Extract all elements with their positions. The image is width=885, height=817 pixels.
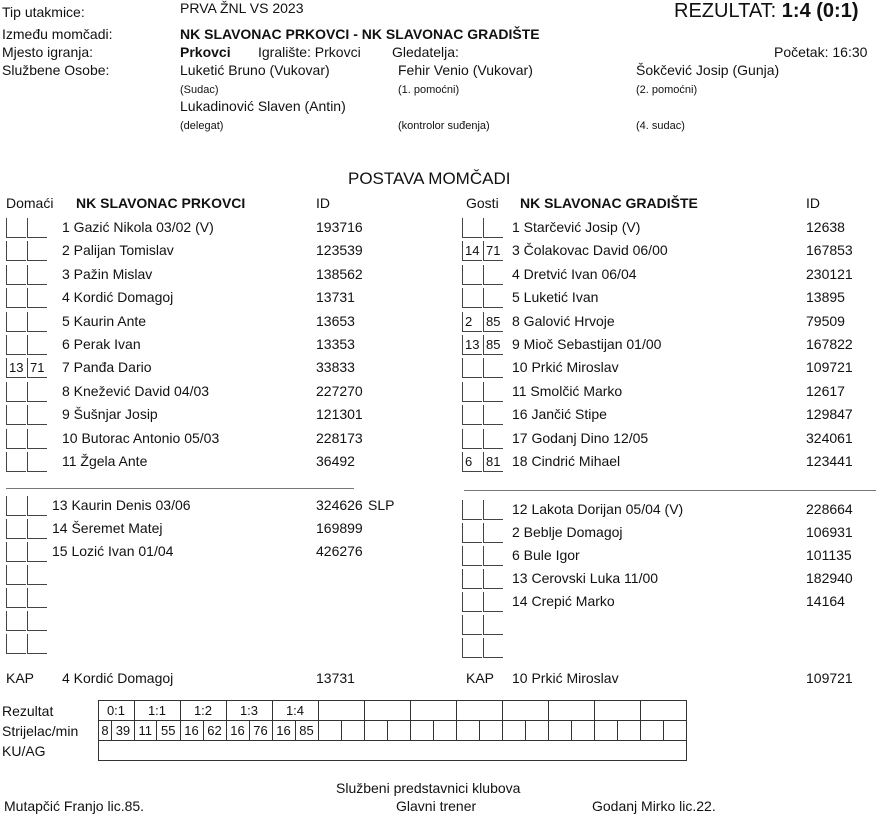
player-id: 123441 (806, 453, 853, 469)
place-value: Prkovci (180, 44, 231, 60)
sub-minute-box (27, 382, 47, 402)
sub-in-box (6, 429, 26, 449)
player-name: 7 Panđa Dario (62, 359, 152, 376)
scorer-number: 16 (226, 721, 249, 741)
away-captain-id: 109721 (806, 670, 853, 686)
player-id: 13353 (316, 336, 355, 352)
divider (464, 490, 876, 491)
sub-minute-box (483, 288, 503, 308)
sub-in-box (6, 611, 26, 631)
away-side-label: Gosti (466, 195, 499, 211)
official-role: (4. sudac) (636, 120, 685, 132)
player-id: 33833 (316, 359, 355, 376)
place-label: Mjesto igranja: (2, 44, 94, 60)
player-name: 11 Smolčić Marko (512, 382, 623, 399)
sub-minute-box: 85 (483, 312, 503, 332)
player-name: 18 Cindrić Mihael (512, 453, 621, 469)
score-row (0, 701, 686, 721)
player-name: 1 Starčević Josip (V) (512, 219, 641, 235)
sub-minute-box (483, 569, 503, 589)
results-table (0, 700, 687, 761)
sub-in-box (462, 429, 482, 449)
home-kap-label: KAP (6, 670, 35, 686)
sub-minute-box (27, 588, 47, 608)
sub-minute-box (483, 546, 503, 566)
scorer-minute: 85 (295, 721, 318, 741)
sub-minute-box (483, 405, 503, 425)
player-id: 109721 (806, 359, 853, 376)
sub-in-box (462, 382, 482, 402)
sub-minute-box (483, 382, 503, 402)
score-row-label: Rezultat (2, 702, 54, 719)
sub-in-box (6, 241, 26, 261)
ku-ag-label: KU/AG (2, 742, 46, 759)
player-id: 167822 (806, 336, 853, 352)
player-name: 4 Kordić Domagoj (62, 289, 174, 306)
player-name: 5 Luketić Ivan (512, 289, 599, 306)
sub-in-box (6, 218, 26, 238)
sub-in-box (6, 542, 26, 562)
coach-label: Glavni trener (396, 798, 477, 814)
player-id: 230121 (806, 265, 853, 282)
sub-in-box (462, 500, 482, 520)
sub-in-box (6, 265, 26, 285)
sub-in-box (6, 312, 26, 332)
sub-minute-box (27, 218, 47, 238)
official-role: (delegat) (180, 120, 224, 132)
sub-in-box (462, 358, 482, 378)
result-label: REZULTAT: (674, 0, 777, 22)
player-name: 11 Žgela Ante (62, 453, 148, 469)
sub-minute-box (483, 358, 503, 378)
official-name: Lukadinović Slaven (Antin) (180, 98, 346, 114)
sub-minute-box (27, 312, 47, 332)
player-name: 1 Gazić Nikola 03/02 (V) (62, 219, 214, 235)
score-cell: 1:3 (226, 701, 272, 721)
score-cell: 0:1 (98, 701, 134, 721)
match-type-label: Tip utakmice: (2, 4, 85, 20)
sub-player-name: 15 Lozić Ivan 01/04 (52, 543, 174, 559)
sub-minute-box: 71 (483, 241, 503, 261)
player-id: 227270 (316, 382, 363, 399)
sub-in-box (462, 546, 482, 566)
sub-in-box (462, 569, 482, 589)
match-type-value: PRVA ŽNL VS 2023 (180, 0, 304, 16)
sub-in-box: 14 (462, 241, 482, 261)
scorer-number: 11 (134, 721, 156, 741)
home-id-header: ID (316, 195, 330, 211)
officials-label: Službene Osobe: (2, 62, 110, 78)
player-name: 3 Pažin Mislav (62, 265, 153, 282)
sub-in-box (6, 496, 26, 516)
player-id: 12617 (806, 382, 845, 399)
player-name: 8 Galović Hrvoje (512, 312, 615, 329)
player-name: 5 Kaurin Ante (62, 312, 147, 329)
sub-minute-box (27, 611, 47, 631)
scorer-minute: 76 (249, 721, 272, 741)
sub-player-name: 2 Beblje Domagoj (512, 524, 623, 540)
player-id: 13731 (316, 289, 355, 306)
sub-in-box (6, 519, 26, 539)
sub-in-box (6, 288, 26, 308)
sub-in-box (6, 335, 26, 355)
between-label: Između momčadi: (2, 26, 113, 42)
pitch-label: Igralište: Prkovci (258, 44, 361, 60)
sub-in-box: 6 (462, 452, 482, 472)
sub-in-box (6, 565, 26, 585)
player-id: 193716 (316, 219, 363, 235)
start-time: Početak: 16:30 (774, 44, 868, 60)
player-id: 13895 (806, 289, 845, 306)
sub-in-box (6, 452, 26, 472)
sub-player-id: 182940 (806, 570, 853, 586)
away-id-header: ID (806, 195, 820, 211)
sub-in-box (6, 588, 26, 608)
player-id: 123539 (316, 242, 363, 259)
between-value: NK SLAVONAC PRKOVCI - NK SLAVONAC GRADIŠTE (180, 26, 540, 42)
scorer-minute: 62 (203, 721, 226, 741)
player-name: 4 Dretvić Ivan 06/04 (512, 265, 637, 282)
player-name: 2 Palijan Tomislav (62, 242, 174, 259)
official-role: (kontrolor suđenja) (398, 120, 490, 132)
player-id: 36492 (316, 453, 355, 469)
scorer-number: 16 (272, 721, 295, 741)
slp-label: SLP (368, 497, 395, 513)
sub-in-box (462, 265, 482, 285)
reps-title: Službeni predstavnici klubova (336, 780, 521, 796)
sub-minute-box (483, 429, 503, 449)
player-name: 9 Šušnjar Josip (62, 406, 158, 423)
sub-in-box (462, 523, 482, 543)
sub-in-box (6, 634, 26, 654)
sub-in-box (462, 218, 482, 238)
sub-minute-box (483, 615, 503, 635)
sub-minute-box (27, 429, 47, 449)
sub-minute-box (27, 335, 47, 355)
player-id: 79509 (806, 312, 845, 329)
sub-minute-box (27, 265, 47, 285)
sub-minute-box (27, 542, 47, 562)
score-cell: 1:2 (180, 701, 226, 721)
sub-minute-box (27, 565, 47, 585)
home-side-label: Domaći (6, 195, 54, 211)
official-name: Šokčević Josip (Gunja) (636, 62, 780, 78)
sub-in-box (6, 382, 26, 402)
sub-in-box (462, 615, 482, 635)
sub-player-name: 14 Crepić Marko (512, 593, 615, 609)
sub-in-box (462, 592, 482, 612)
sub-minute-box (483, 265, 503, 285)
divider (6, 488, 354, 489)
official-role: (1. pomoćni) (398, 84, 460, 96)
sub-minute-box (27, 241, 47, 261)
result-header (674, 0, 859, 23)
score-cell: 1:1 (134, 701, 180, 721)
sub-minute-box: 85 (483, 335, 503, 355)
sub-in-box: 2 (462, 312, 482, 332)
sub-player-id: 228664 (806, 501, 853, 517)
scorer-row-label: Strijelac/min (2, 722, 79, 739)
player-id: 12638 (806, 219, 845, 235)
player-name: 6 Perak Ivan (62, 336, 141, 352)
official-role: (2. pomoćni) (636, 84, 698, 96)
player-id: 121301 (316, 406, 363, 423)
sub-player-id: 324626 (316, 497, 363, 513)
sub-in-box (462, 288, 482, 308)
player-id: 129847 (806, 406, 853, 423)
lineup-title: POSTAVA MOMČADI (348, 169, 511, 188)
sub-in-box (462, 405, 482, 425)
sub-player-id: 169899 (316, 520, 363, 536)
official-name: Fehir Venio (Vukovar) (398, 62, 533, 78)
player-name: 17 Godanj Dino 12/05 (512, 429, 649, 446)
player-id: 167853 (806, 242, 853, 259)
sub-minute-box (483, 638, 503, 658)
score-cell: 1:4 (272, 701, 318, 721)
spectators-label: Gledatelja: (392, 44, 459, 60)
player-name: 10 Butorac Antonio 05/03 (62, 429, 220, 446)
player-name: 3 Čolakovac David 06/00 (512, 242, 668, 259)
scorer-row (0, 721, 686, 741)
away-representative: Godanj Mirko lic.22. (592, 798, 716, 814)
scorer-number: 16 (180, 721, 203, 741)
sub-player-id: 426276 (316, 543, 363, 559)
sub-minute-box (27, 634, 47, 654)
official-role: (Sudac) (180, 84, 219, 96)
sub-in-box (462, 638, 482, 658)
away-kap-label: KAP (466, 670, 495, 686)
sub-minute-box (483, 218, 503, 238)
sub-minute-box (27, 519, 47, 539)
player-id: 138562 (316, 265, 363, 282)
sub-minute-box (27, 405, 47, 425)
sub-minute-box (483, 500, 503, 520)
player-name: 9 Mioč Sebastijan 01/00 (512, 336, 662, 352)
player-name: 8 Knežević David 04/03 (62, 382, 210, 399)
player-id: 13653 (316, 312, 355, 329)
player-name: 10 Prkić Miroslav (512, 359, 619, 376)
ku-ag-row (0, 741, 686, 761)
sub-minute-box (483, 592, 503, 612)
sub-player-name: 12 Lakota Dorijan 05/04 (V) (512, 501, 684, 517)
sub-minute-box: 81 (483, 452, 503, 472)
result-value: 1:4 (0:1) (781, 0, 859, 22)
sub-minute-box (483, 523, 503, 543)
sub-player-name: 13 Cerovski Luka 11/00 (512, 570, 659, 586)
sub-in-box: 13 (462, 335, 482, 355)
player-name: 16 Jančić Stipe (512, 406, 607, 423)
official-name: Luketić Bruno (Vukovar) (180, 62, 330, 78)
sub-player-id: 14164 (806, 593, 845, 609)
sub-player-name: 14 Šeremet Matej (52, 520, 163, 536)
home-team-name: NK SLAVONAC PRKOVCI (76, 195, 246, 211)
home-representative: Mutapčić Franjo lic.85. (4, 798, 145, 814)
sub-minute-box (27, 452, 47, 472)
player-id: 228173 (316, 429, 363, 446)
sub-in-box (6, 405, 26, 425)
away-captain: 10 Prkić Miroslav (512, 670, 619, 686)
scorer-minute: 39 (112, 721, 134, 741)
sub-minute-box: 71 (27, 358, 47, 378)
home-captain: 4 Kordić Domagoj (62, 670, 174, 686)
sub-player-name: 6 Bule Igor (512, 547, 580, 563)
player-id: 324061 (806, 429, 853, 446)
sub-in-box: 13 (6, 358, 26, 378)
sub-player-name: 13 Kaurin Denis 03/06 (52, 497, 191, 513)
home-captain-id: 13731 (316, 670, 355, 686)
sub-player-id: 106931 (806, 524, 853, 540)
sub-player-id: 101135 (806, 547, 852, 563)
sub-minute-box (27, 496, 47, 516)
sub-minute-box (27, 288, 47, 308)
scorer-minute: 55 (156, 721, 180, 741)
scorer-number: 8 (98, 721, 112, 741)
away-team-name: NK SLAVONAC GRADIŠTE (520, 195, 698, 211)
